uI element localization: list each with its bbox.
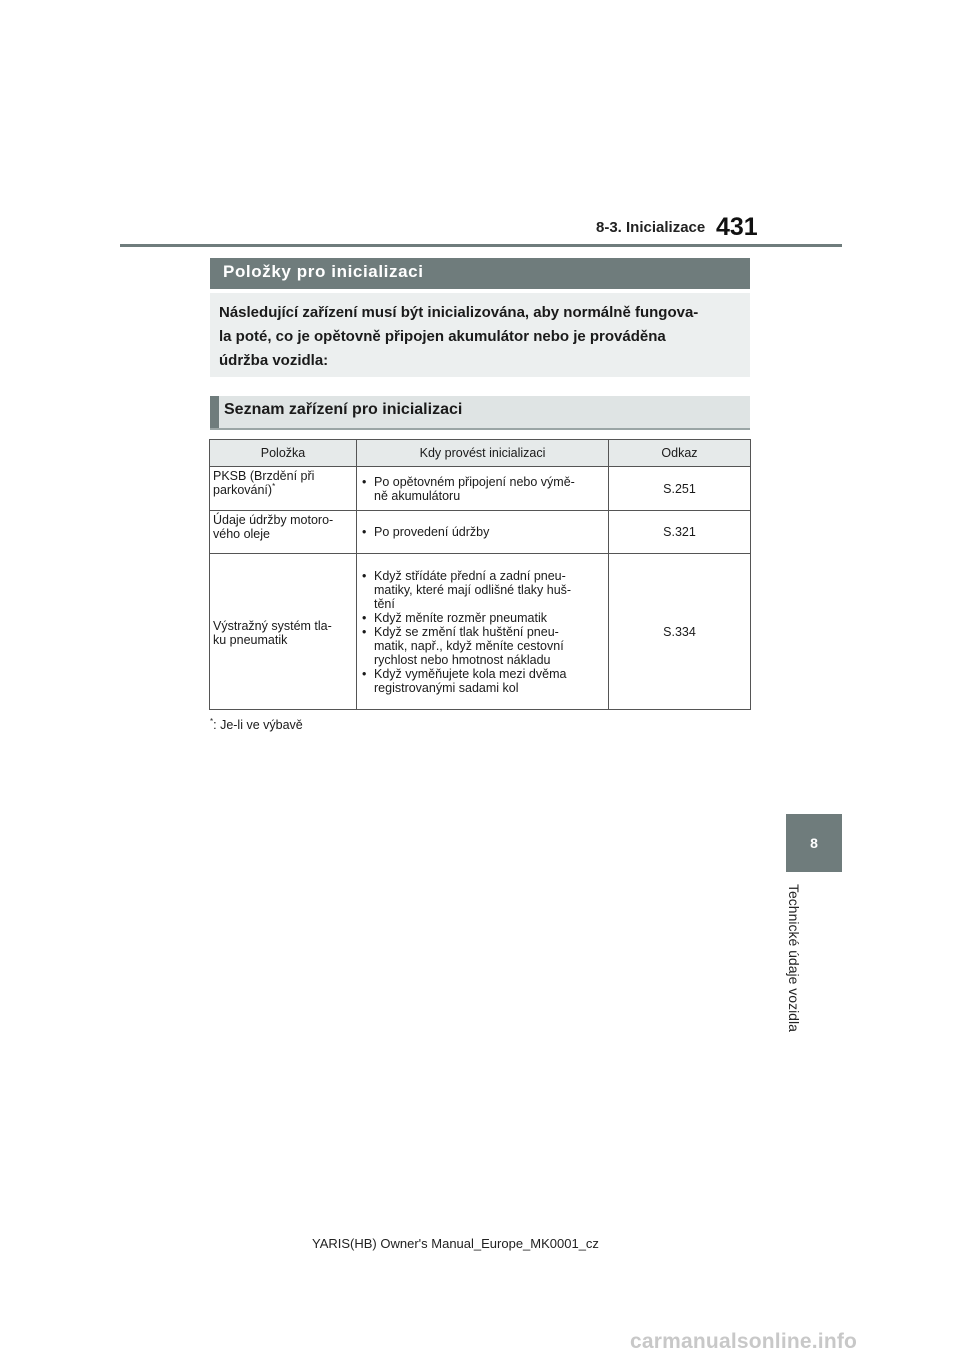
section-heading <box>210 258 750 289</box>
footnote <box>210 718 303 732</box>
footnote-text: : Je-li ve výbavě <box>213 718 303 732</box>
column-header-reference: Odkaz <box>609 440 751 467</box>
table-header-row <box>210 440 751 467</box>
column-header-when: Kdy provést inicializaci <box>357 440 609 467</box>
list-item: • Když se změní tlak huštění pneu- matik, např., když měníte cestovní rychlost nebo hmotnost nákladu <box>360 625 605 667</box>
reference-link[interactable]: S.251 <box>609 467 751 511</box>
item-cell: Výstražný systém tla- ku pneumatik <box>210 554 357 710</box>
intro-text <box>219 301 745 373</box>
when-cell <box>357 467 609 511</box>
intro-box <box>210 293 750 377</box>
intro-line: údržba vozidla: <box>219 352 329 369</box>
when-cell <box>357 511 609 554</box>
footnote-marker: * <box>272 481 276 491</box>
intro-line: Následující zařízení musí být inicializována, aby normálně fungova- <box>219 304 699 321</box>
when-cell <box>357 554 609 710</box>
list-item: • Po opětovném připojení nebo výmě- ně akumulátoru <box>360 475 605 503</box>
subsection-title: Seznam zařízení pro inicializaci <box>224 401 463 418</box>
section-label: 8-3. Inicializace <box>596 219 706 236</box>
list-item: • Po provedení údržby <box>360 525 605 539</box>
list-item: • Když střídáte přední a zadní pneu- matiky, které mají odlišné tlaky huš- tění <box>360 569 605 611</box>
page-number: 431 <box>716 213 758 241</box>
column-header-item: Položka <box>210 440 357 467</box>
footnote-marker: * <box>210 716 214 726</box>
reference-link[interactable]: S.321 <box>609 511 751 554</box>
intro-line: la poté, co je opětovně připojen akumulátor nebo je prováděna <box>219 328 666 345</box>
watermark: carmanualsonline.info <box>630 1330 858 1353</box>
subsection-heading <box>210 396 750 430</box>
table-row <box>210 467 751 511</box>
reference-link[interactable]: S.334 <box>609 554 751 710</box>
chapter-number: 8 <box>810 835 818 851</box>
chapter-title-text: Technické údaje vozidla <box>786 884 802 1032</box>
table-row <box>210 554 751 710</box>
list-item: • Když vyměňujete kola mezi dvěma registrovanými sadami kol <box>360 667 605 695</box>
subsection-accent-bar <box>210 396 219 428</box>
item-cell: Údaje údržby motoro- vého oleje <box>210 511 357 554</box>
list-item: • Když měníte rozměr pneumatik <box>360 611 605 625</box>
initialization-table <box>209 439 751 710</box>
section-title: Položky pro inicializaci <box>223 262 424 281</box>
item-cell: PKSB (Brzdění při parkování)* <box>210 467 357 511</box>
table-row <box>210 511 751 554</box>
chapter-title <box>786 884 804 1064</box>
footer-text: YARIS(HB) Owner's Manual_Europe_MK0001_cz <box>312 1236 599 1251</box>
header-divider <box>120 244 842 247</box>
chapter-tab[interactable] <box>786 814 842 872</box>
